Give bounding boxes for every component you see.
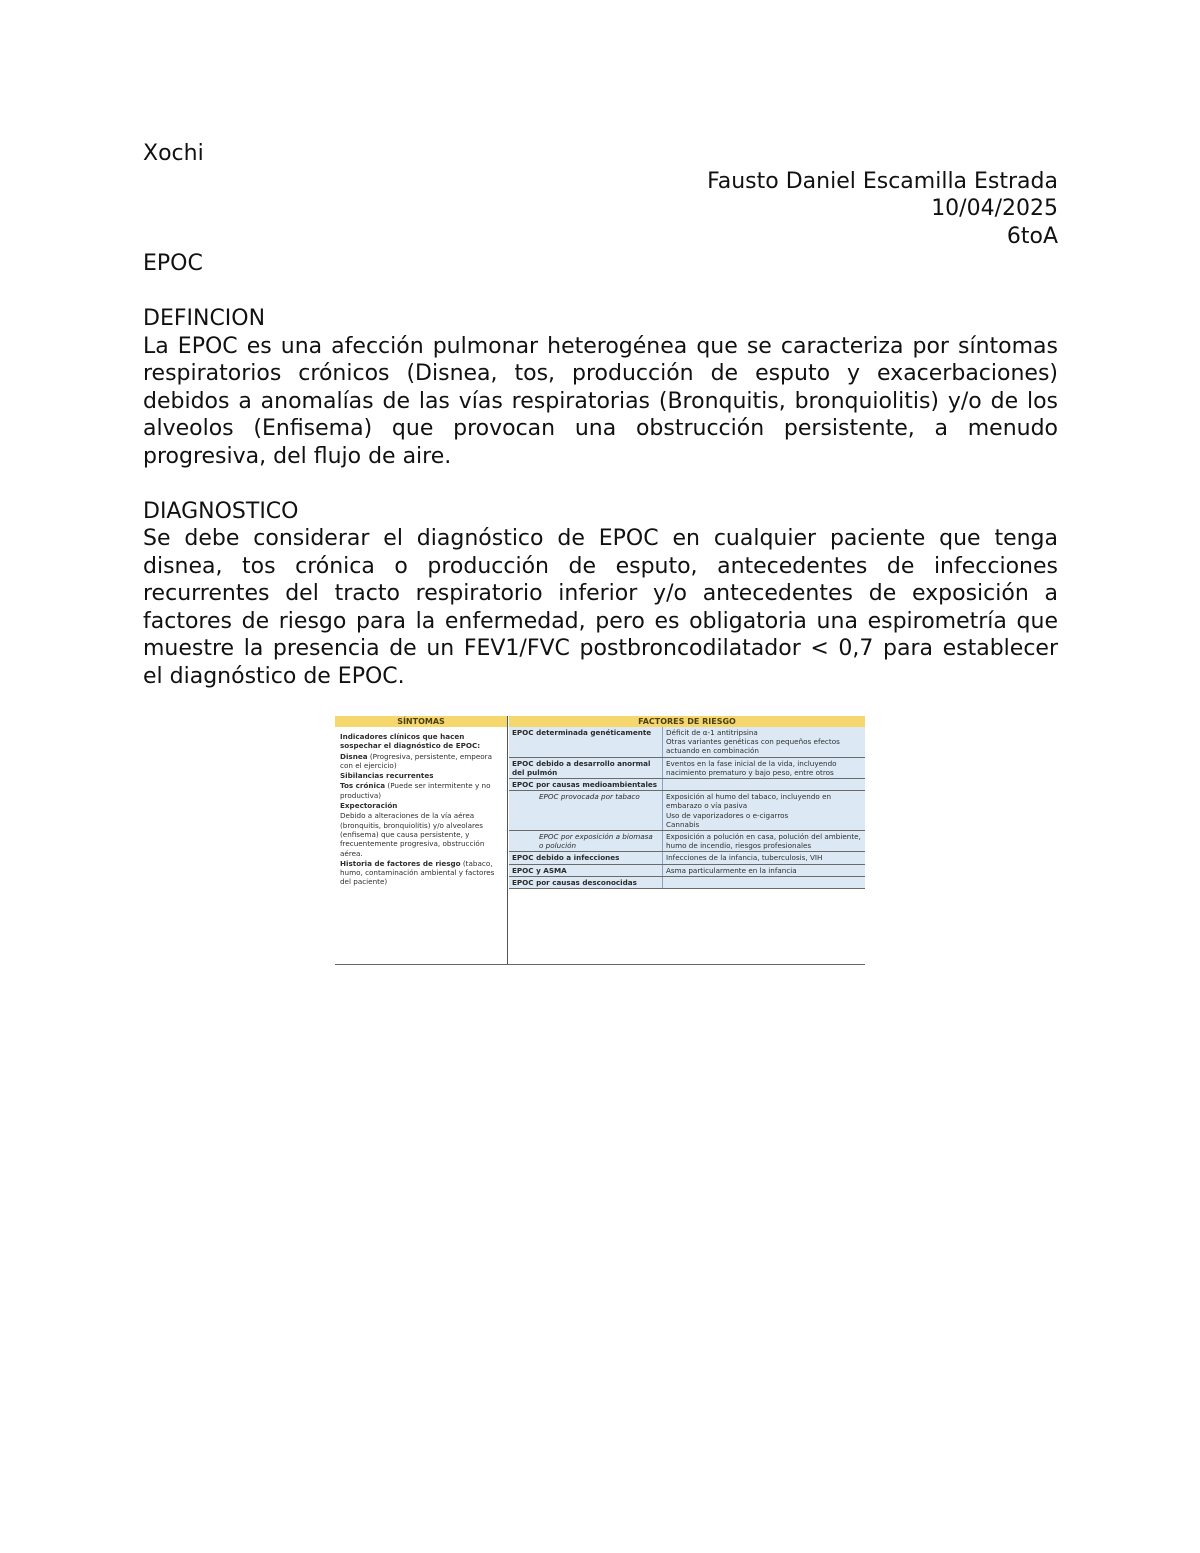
student-name: Xochi xyxy=(143,141,204,166)
symptom-item xyxy=(340,811,504,857)
definition-text: La EPOC es una afección pulmonar heterogénea que se caracteriza por síntomas respiratorios crónicos (Disnea, tos, producción de esputo y exacerbaciones) debidos a anomalías de las vías respiratorias (Bronquitis, bronquiolitis) y/o de los alveolos (Enfisema) que provocan una obstrucción persistente, a menudo progresiva, del flujo de aire. xyxy=(143,333,1058,469)
document-page xyxy=(143,140,1058,690)
risk-factor-details xyxy=(663,865,865,876)
symptom-item xyxy=(340,771,504,780)
risk-factor-category: EPOC debido a infecciones xyxy=(509,852,663,863)
definition-heading: DEFINCION xyxy=(143,306,266,331)
risk-factor-row xyxy=(509,791,865,831)
risk-factor-category: EPOC por causas desconocidas xyxy=(509,877,663,888)
risk-factor-item: Exposición a polución en casa, polución del ambiente, humo de incendio, riesgos profesionales xyxy=(666,832,861,851)
risk-factor-item: Cannabis xyxy=(666,819,700,829)
risk-factor-details xyxy=(663,852,865,863)
risk-factor-row xyxy=(509,727,865,758)
risk-factor-category: EPOC determinada genéticamente xyxy=(509,727,663,757)
risk-factor-row xyxy=(509,852,865,864)
symptom-item xyxy=(340,752,504,771)
risk-factors-header: FACTORES DE RIESGO xyxy=(509,716,865,727)
document-date: 10/04/2025 xyxy=(931,196,1058,221)
risk-factor-row xyxy=(509,865,865,877)
symptom-term: Historia de factores de riesgo xyxy=(340,858,461,868)
risk-factor-row xyxy=(509,779,865,791)
symptoms-column xyxy=(335,716,508,964)
symptom-term: Tos crónica xyxy=(340,781,386,791)
symptoms-list xyxy=(335,727,507,887)
figure-bottom-rule xyxy=(335,964,865,965)
symptom-term: Expectoración xyxy=(340,801,398,811)
risk-factor-category: EPOC debido a desarrollo anormal del pulmón xyxy=(509,758,663,778)
symptom-detail: (tabaco, humo, contaminación ambiental y factores del paciente) xyxy=(340,858,495,887)
risk-factor-details xyxy=(663,727,865,757)
spacer xyxy=(143,278,1058,306)
risk-factors-table xyxy=(509,727,865,889)
risk-factor-item xyxy=(666,878,862,887)
risk-factor-item: Asma particularmente en la infancia xyxy=(666,865,797,875)
risk-factor-item: Déficit de α-1 antitripsina xyxy=(666,728,758,737)
symptom-item xyxy=(340,732,504,751)
risk-factor-category: EPOC por causas medioambientales xyxy=(509,779,663,790)
symptom-item xyxy=(340,781,504,800)
diagnosis-heading: DIAGNOSTICO xyxy=(143,498,299,524)
risk-factor-item: Uso de vaporizadores o e-cigarros xyxy=(666,810,789,820)
risk-factor-details xyxy=(663,831,865,851)
diagnosis-text: Se debe considerar el diagnóstico de EPOC en cualquier paciente que tenga disnea, tos crónica o producción de esputo, antecedentes de infecciones recurrentes del tracto respiratorio inferior y/o antecedentes de exposición a factores de riesgo para la enfermedad, pero es obligatoria una espirometría que muestre la presencia de un FEV1/FVC postbroncodilatador < 0,7 para establecer el diagnóstico de EPOC. xyxy=(143,526,1058,689)
symptom-item xyxy=(340,801,504,810)
author-name: Fausto Daniel Escamilla Estrada xyxy=(707,168,1058,194)
symptom-term: Indicadores clínicos que hacen sospechar el diagnóstico de EPOC: xyxy=(340,732,481,751)
risk-factor-category: EPOC provocada por tabaco xyxy=(509,791,663,830)
risk-factor-row xyxy=(509,877,865,889)
risk-factor-item xyxy=(666,780,862,789)
risk-factor-item: Exposición al humo del tabaco, incluyendo en embarazo o vía pasiva xyxy=(666,792,832,811)
group-label: 6toA xyxy=(1006,223,1058,249)
spacer xyxy=(143,470,1058,498)
risk-factor-details xyxy=(663,791,865,830)
risk-factor-item: Otras variantes genéticas con pequeños efectos actuando en combinación xyxy=(666,737,840,756)
symptoms-header: SÍNTOMAS xyxy=(335,716,507,727)
symptom-detail: (Progresiva, persistente, empeora con el ejercicio) xyxy=(340,751,492,770)
risk-factor-row xyxy=(509,831,865,852)
risk-factor-item: Infecciones de la infancia, tuberculosis, VIH xyxy=(666,853,823,863)
risk-factor-category: EPOC por exposición a biomasa o polución xyxy=(509,831,663,851)
risk-factor-row xyxy=(509,758,865,779)
symptom-detail: Debido a alteraciones de la vía aérea (bronquitis, bronquiolitis) y/o alveolares (enfisema) que causa persistente, y frecuentemente progresiva, obstrucción aérea. xyxy=(340,811,485,858)
risk-factors-column xyxy=(509,716,865,964)
epoc-table-figure xyxy=(335,716,865,966)
risk-factor-category: EPOC y ASMA xyxy=(509,865,663,876)
risk-factor-details xyxy=(663,877,865,888)
risk-factor-details xyxy=(663,779,865,790)
risk-factor-item: Eventos en la fase inicial de la vida, incluyendo nacimiento prematuro y bajo peso, entre otros xyxy=(666,758,837,777)
document-title: EPOC xyxy=(143,251,203,276)
symptom-term: Sibilancias recurrentes xyxy=(340,771,434,781)
symptom-term: Disnea xyxy=(340,751,368,761)
risk-factor-details xyxy=(663,758,865,778)
symptom-detail: (Puede ser intermitente y no productiva) xyxy=(340,781,491,800)
symptom-item xyxy=(340,859,504,887)
